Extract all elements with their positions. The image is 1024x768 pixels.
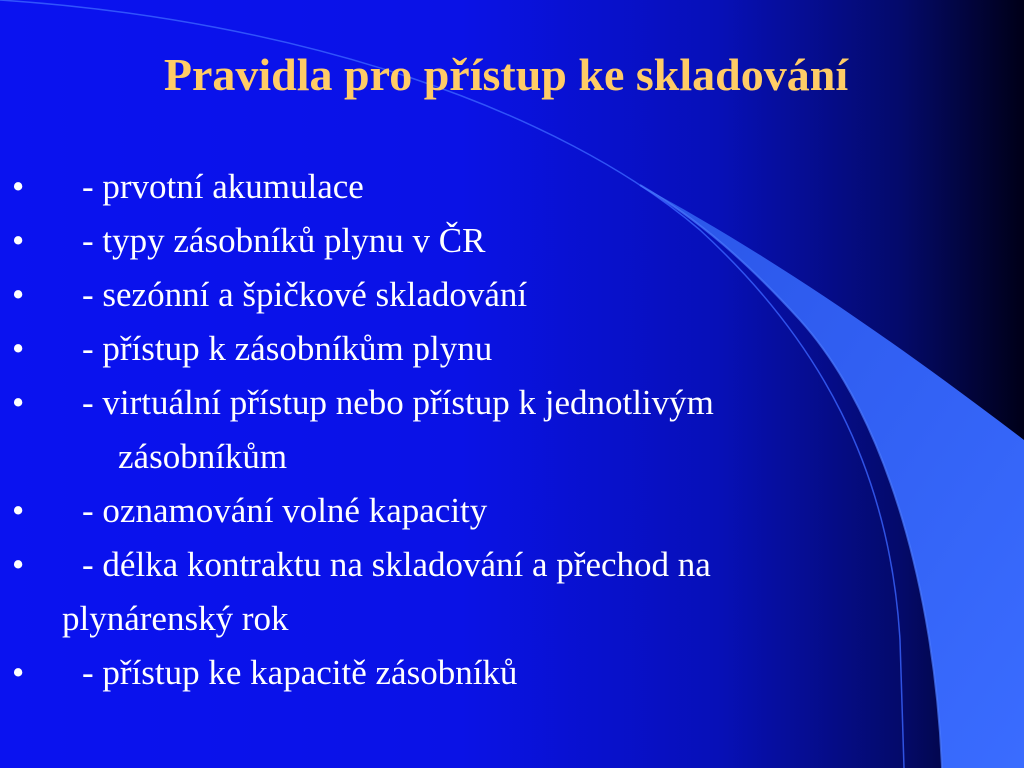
list-item bbox=[12, 160, 972, 214]
list-item-continuation: zásobníkům bbox=[118, 437, 288, 476]
list-item-text: - oznamování volné kapacity bbox=[82, 491, 488, 530]
bullet-icon: • bbox=[12, 275, 25, 314]
list-item-continuation: plynárenský rok bbox=[62, 599, 289, 638]
list-item-text: - přístup k zásobníkům plynu bbox=[82, 329, 493, 368]
list-item-text: - prvotní akumulace bbox=[82, 167, 364, 206]
bullet-list bbox=[12, 160, 972, 700]
list-item bbox=[12, 646, 972, 700]
bullet-icon: • bbox=[12, 545, 25, 584]
list-item bbox=[12, 322, 972, 376]
list-item-text: - přístup ke kapacitě zásobníků bbox=[82, 653, 518, 692]
slide-title: Pravidla pro přístup ke skladování bbox=[163, 49, 849, 100]
list-item bbox=[12, 538, 972, 646]
list-item bbox=[12, 376, 972, 484]
bullet-icon: • bbox=[12, 329, 25, 368]
bullet-icon: • bbox=[12, 383, 25, 422]
list-item bbox=[12, 484, 972, 538]
list-item bbox=[12, 268, 972, 322]
bullet-icon: • bbox=[12, 491, 25, 530]
bullet-icon: • bbox=[12, 221, 25, 260]
list-item bbox=[12, 214, 972, 268]
list-item-text: - délka kontraktu na skladování a přechod na bbox=[82, 545, 711, 584]
list-item-text: - sezónní a špičkové skladování bbox=[82, 275, 528, 314]
list-item-text: - virtuální přístup nebo přístup k jednotlivým bbox=[82, 383, 714, 422]
bullet-icon: • bbox=[12, 653, 25, 692]
bullet-icon: • bbox=[12, 167, 25, 206]
list-item-text: - typy zásobníků plynu v ČR bbox=[82, 221, 486, 260]
